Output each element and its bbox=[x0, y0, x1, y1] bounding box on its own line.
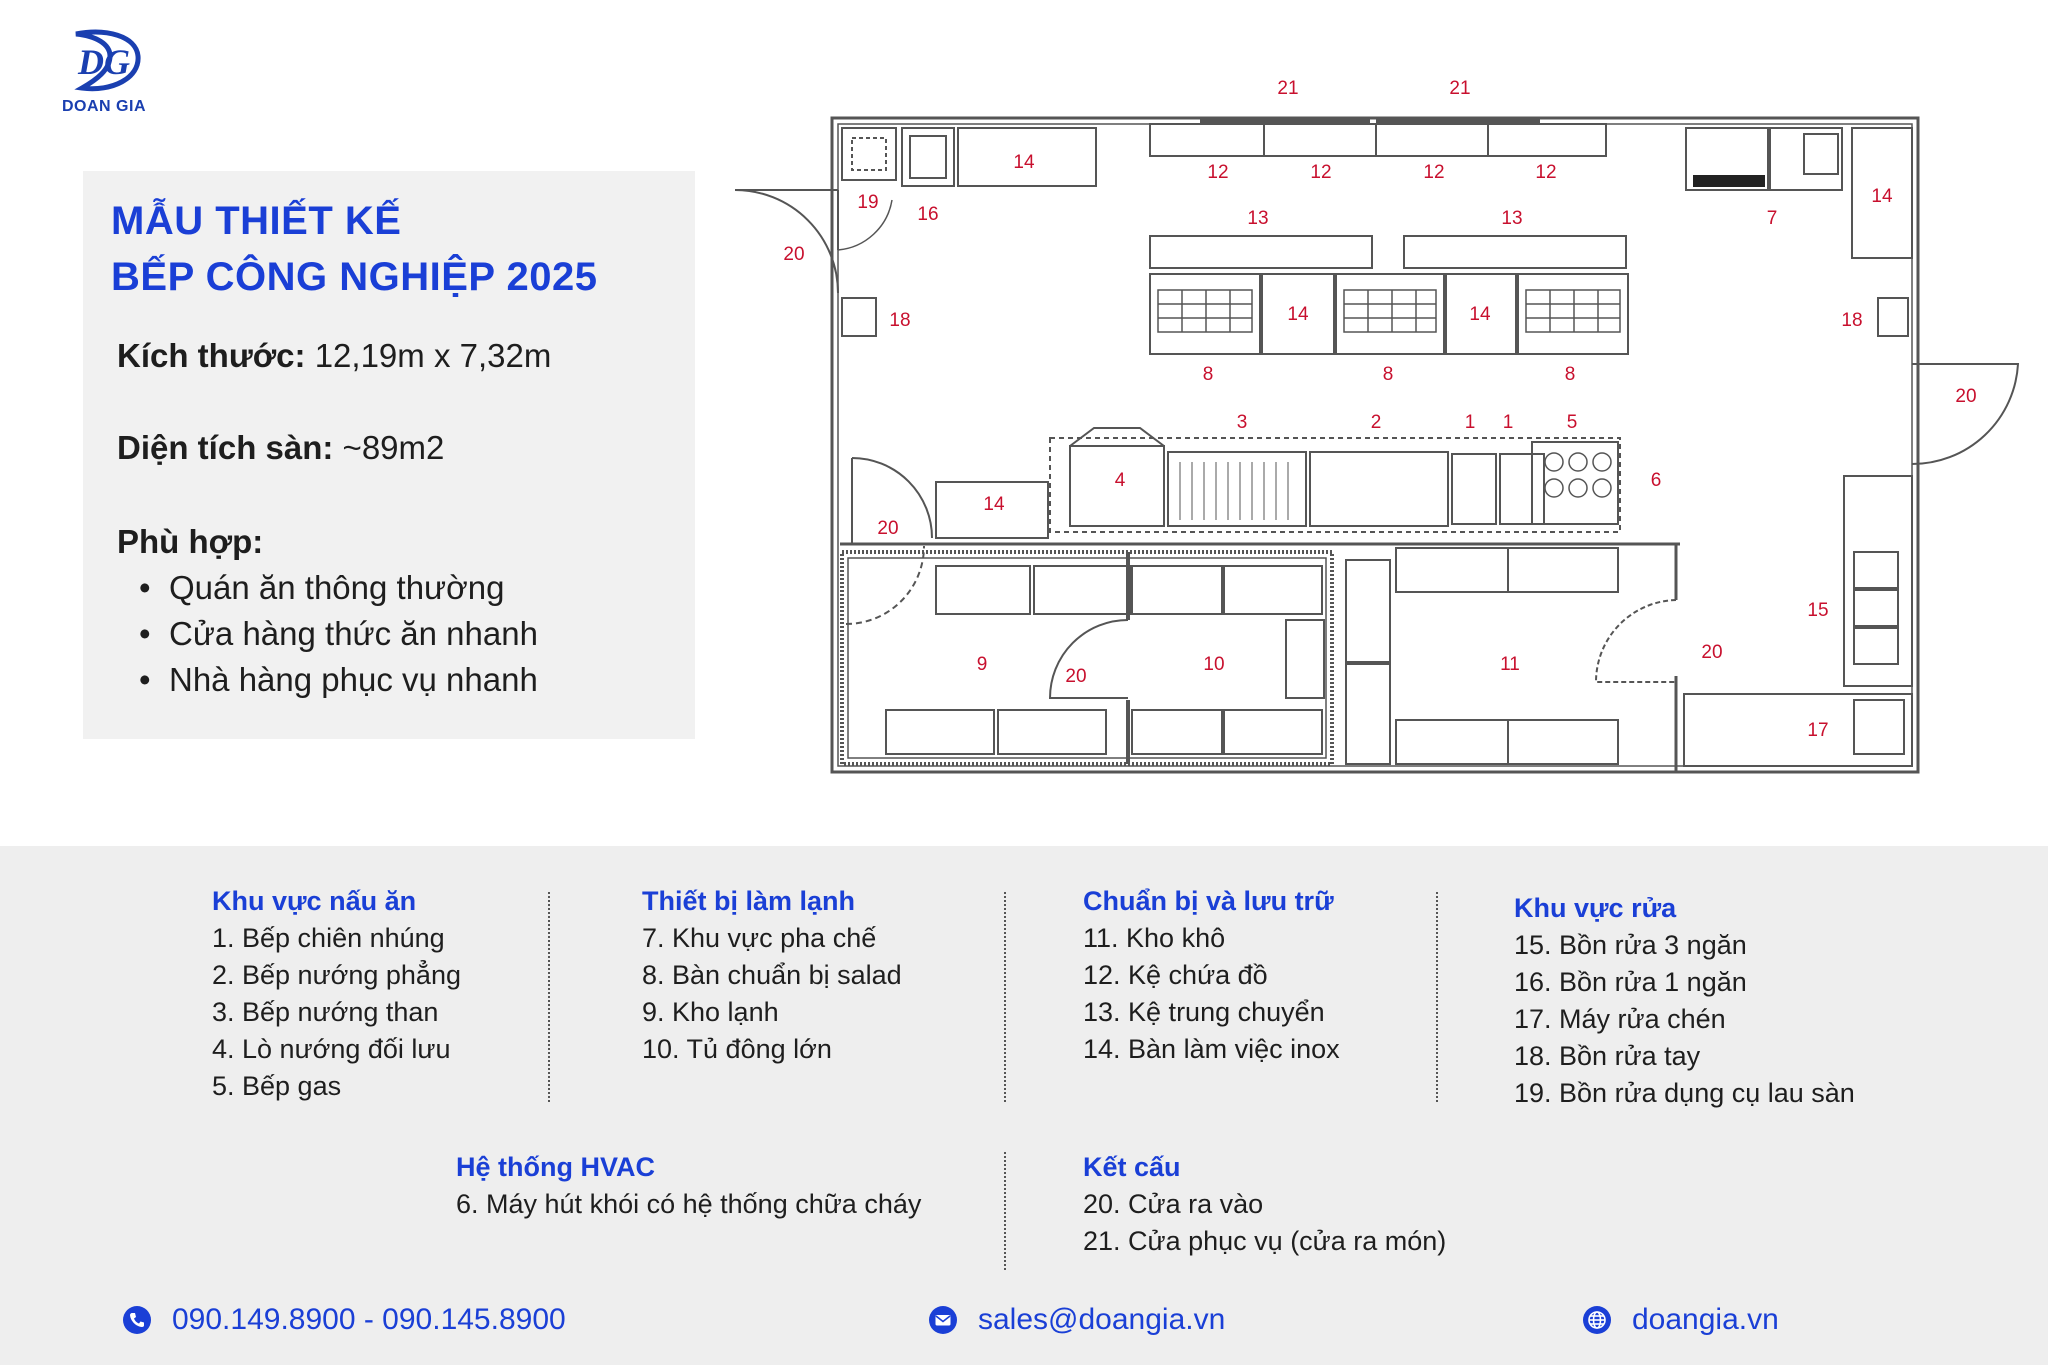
mail-icon bbox=[928, 1305, 958, 1335]
plan-label: 3 bbox=[1236, 412, 1248, 433]
legend-band bbox=[0, 846, 2048, 1365]
bar-sink bbox=[1770, 128, 1842, 190]
list-item: • Nhà hàng phục vụ nhanh bbox=[145, 657, 538, 703]
plan-label: 8 bbox=[1202, 364, 1214, 385]
legend-item: 11. Kho khô bbox=[1083, 923, 1226, 953]
area-label: Diện tích sàn: bbox=[117, 429, 334, 466]
salad-prep-table bbox=[1150, 274, 1260, 354]
fryer bbox=[1500, 454, 1544, 524]
area-value: ~89m2 bbox=[342, 429, 445, 466]
legend-item: 19. Bồn rửa dụng cụ lau sàn bbox=[1514, 1078, 1855, 1108]
legend-item: 6. Máy hút khói có hệ thống chữa cháy bbox=[456, 1189, 922, 1219]
legend-wash bbox=[1514, 889, 1855, 1112]
plan-label: 8 bbox=[1382, 364, 1394, 385]
transfer-rack bbox=[1404, 236, 1626, 268]
dishwasher bbox=[1684, 694, 1912, 766]
shelf bbox=[1346, 664, 1390, 764]
salad-prep-table bbox=[1518, 274, 1628, 354]
plan-label: 14 bbox=[1287, 304, 1309, 325]
plan-label: 10 bbox=[1203, 654, 1225, 675]
fryer bbox=[1452, 454, 1496, 524]
cold-room bbox=[842, 552, 1332, 764]
logo-mark-icon bbox=[66, 26, 144, 96]
plan-label: 9 bbox=[976, 654, 988, 675]
legend-item: 13. Kệ trung chuyển bbox=[1083, 997, 1325, 1027]
shelf bbox=[1132, 710, 1222, 754]
shelf bbox=[1224, 710, 1322, 754]
svg-text:DG: DG bbox=[78, 42, 130, 82]
plan-label: 20 bbox=[783, 244, 805, 265]
plan-label: 7 bbox=[1766, 208, 1778, 229]
plan-label: 18 bbox=[889, 310, 911, 331]
charbroiler bbox=[1168, 452, 1306, 526]
divider bbox=[1004, 1152, 1006, 1270]
info-panel bbox=[83, 171, 695, 739]
list-item: • Quán ăn thông thường bbox=[145, 565, 538, 611]
shelf bbox=[1224, 566, 1322, 614]
legend-title: Khu vực nấu ăn bbox=[212, 886, 417, 916]
title-line-1: MẪU THIẾT KẾ bbox=[111, 199, 402, 243]
legend-cooking bbox=[212, 882, 461, 1105]
phone-text: 090.149.8900 - 090.145.8900 bbox=[172, 1303, 566, 1336]
email-text: sales@doangia.vn bbox=[978, 1303, 1226, 1336]
legend-item: 7. Khu vực pha chế bbox=[642, 923, 877, 953]
legend-item: 14. Bàn làm việc inox bbox=[1083, 1034, 1340, 1064]
door bbox=[735, 190, 838, 293]
plan-label: 1 bbox=[1464, 412, 1476, 433]
plan-label: 5 bbox=[1566, 412, 1578, 433]
legend-title: Kết cấu bbox=[1083, 1152, 1181, 1182]
legend-item: 12. Kệ chứa đồ bbox=[1083, 960, 1268, 990]
door bbox=[1912, 364, 2018, 464]
globe-icon bbox=[1582, 1305, 1612, 1335]
divider bbox=[1004, 892, 1006, 1102]
shelf bbox=[886, 710, 994, 754]
plan-label: 20 bbox=[877, 518, 899, 539]
plan-label: 12 bbox=[1310, 162, 1332, 183]
plan-label: 12 bbox=[1423, 162, 1445, 183]
legend-item: 8. Bàn chuẩn bị salad bbox=[642, 960, 902, 990]
contact-phone[interactable] bbox=[122, 1300, 566, 1340]
plan-label: 20 bbox=[1701, 642, 1723, 663]
plan-label: 20 bbox=[1065, 666, 1087, 687]
transfer-rack bbox=[1150, 236, 1372, 268]
legend-hvac bbox=[456, 1148, 921, 1223]
legend-item: 16. Bồn rửa 1 ngăn bbox=[1514, 967, 1747, 997]
salad-prep-table bbox=[1336, 274, 1444, 354]
plan-label: 14 bbox=[1013, 152, 1035, 173]
legend-title: Chuẩn bị và lưu trữ bbox=[1083, 886, 1334, 916]
shelf bbox=[936, 566, 1030, 614]
legend-item: 15. Bồn rửa 3 ngăn bbox=[1514, 930, 1747, 960]
legend-item: 17. Máy rửa chén bbox=[1514, 1004, 1726, 1034]
legend-item: 2. Bếp nướng phẳng bbox=[212, 960, 461, 990]
legend-title: Thiết bị làm lạnh bbox=[642, 886, 856, 916]
plan-label: 17 bbox=[1807, 720, 1829, 741]
legend-structure bbox=[1083, 1148, 1446, 1260]
area-spec bbox=[117, 429, 444, 467]
legend-title: Hệ thống HVAC bbox=[456, 1152, 655, 1182]
legend-item: 3. Bếp nướng than bbox=[212, 997, 439, 1027]
phone-icon bbox=[122, 1305, 152, 1335]
plan-label: 1 bbox=[1502, 412, 1514, 433]
plan-label: 13 bbox=[1501, 208, 1523, 229]
plan-label: 16 bbox=[917, 204, 939, 225]
shelf bbox=[1034, 566, 1130, 614]
size-value: 12,19m x 7,32m bbox=[314, 337, 552, 374]
plan-label: 21 bbox=[1277, 78, 1299, 99]
divider bbox=[1436, 892, 1438, 1102]
plan-label: 18 bbox=[1841, 310, 1863, 331]
plan-label: 6 bbox=[1650, 470, 1662, 491]
brand-logo bbox=[58, 26, 148, 122]
hand-sink bbox=[1878, 298, 1908, 336]
plan-label: 12 bbox=[1207, 162, 1229, 183]
size-spec bbox=[117, 337, 551, 375]
list-item: • Cửa hàng thức ăn nhanh bbox=[145, 611, 538, 657]
mop-sink bbox=[842, 128, 896, 180]
griddle bbox=[1310, 452, 1448, 526]
plan-label: 12 bbox=[1535, 162, 1557, 183]
title-line-2: BẾP CÔNG NGHIỆP 2025 bbox=[111, 255, 598, 299]
door bbox=[1596, 600, 1676, 682]
hand-sink bbox=[842, 298, 876, 336]
floor-plan bbox=[720, 60, 2040, 800]
legend-title: Khu vực rửa bbox=[1514, 893, 1677, 923]
legend-cooling bbox=[642, 882, 902, 1068]
plan-label: 8 bbox=[1564, 364, 1576, 385]
divider bbox=[548, 892, 550, 1102]
plan-label: 13 bbox=[1247, 208, 1269, 229]
legend-item: 20. Cửa ra vào bbox=[1083, 1189, 1264, 1219]
plan-label: 20 bbox=[1955, 386, 1977, 407]
legend-item: 21. Cửa phục vụ (cửa ra món) bbox=[1083, 1226, 1447, 1256]
outer-wall bbox=[832, 118, 1918, 772]
brand-name: DOAN GIA bbox=[62, 98, 146, 115]
plan-label: 19 bbox=[857, 192, 879, 213]
legend-item: 4. Lò nướng đối lưu bbox=[212, 1034, 451, 1064]
size-label: Kích thước: bbox=[117, 337, 306, 374]
legend-item: 1. Bếp chiên nhúng bbox=[212, 923, 445, 953]
website-text: doangia.vn bbox=[1632, 1303, 1779, 1336]
plan-label: 14 bbox=[1871, 186, 1893, 207]
legend-item: 18. Bồn rửa tay bbox=[1514, 1041, 1701, 1071]
legend-prep bbox=[1083, 882, 1340, 1068]
plan-label: 14 bbox=[983, 494, 1005, 515]
suitable-list bbox=[145, 565, 538, 703]
contact-email[interactable] bbox=[928, 1300, 1225, 1340]
legend-item: 9. Kho lạnh bbox=[642, 997, 779, 1027]
plan-label: 4 bbox=[1114, 470, 1126, 491]
shelf bbox=[998, 710, 1106, 754]
contact-website[interactable] bbox=[1582, 1300, 1779, 1340]
shelf bbox=[1286, 620, 1324, 698]
plan-label: 21 bbox=[1449, 78, 1471, 99]
plan-label: 15 bbox=[1807, 600, 1829, 621]
storage-shelf bbox=[1150, 124, 1606, 156]
legend-item: 5. Bếp gas bbox=[212, 1071, 342, 1101]
shelf bbox=[1132, 566, 1222, 614]
suitable-label: Phù hợp: bbox=[117, 523, 264, 560]
door bbox=[1050, 620, 1128, 698]
plan-label: 11 bbox=[1500, 654, 1520, 675]
plan-label: 14 bbox=[1469, 304, 1491, 325]
plan-label: 2 bbox=[1370, 412, 1382, 433]
shelf bbox=[1346, 560, 1390, 662]
legend-item: 10. Tủ đông lớn bbox=[642, 1034, 832, 1064]
